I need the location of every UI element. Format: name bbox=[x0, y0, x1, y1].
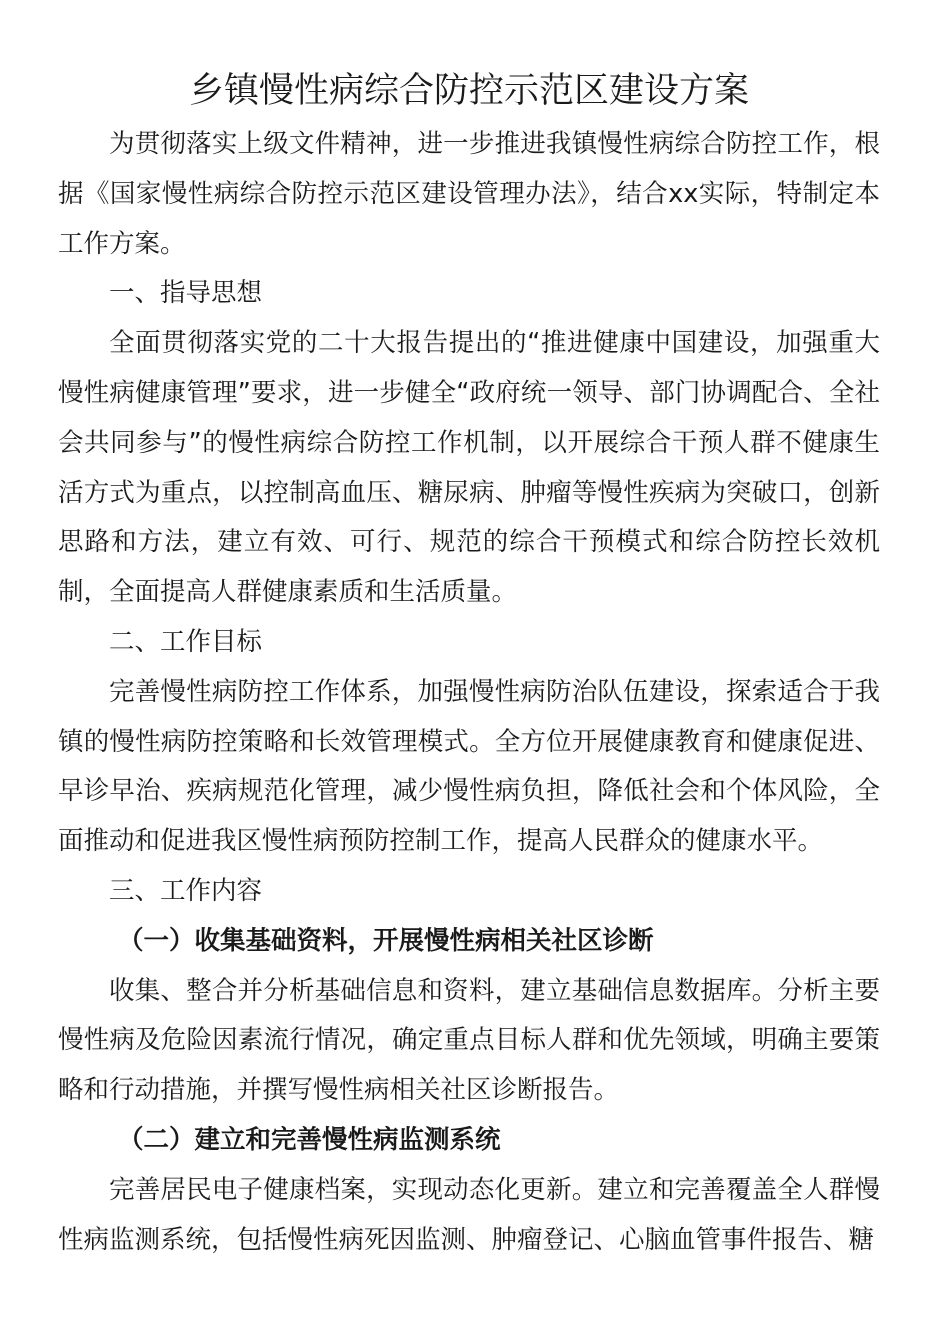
section-body-work-goals: 完善慢性病防控工作体系，加强慢性病防治队伍建设，探索适合于我镇的慢性病防控策略和长效管理模式。全方位开展健康教育和健康促进、早诊早治、疾病规范化管理，减少慢性病负担，降低社会和个体风险，全面推动和促进我区慢性病预防控制工作，提高人民群众的健康水平。 bbox=[58, 676, 880, 857]
section-body-guiding-ideology: 全面贯彻落实党的二十大报告提出的“推进健康中国建设，加强重大慢性病健康管理”要求，进一步健全“政府统一领导、部门协调配合、全社会共同参与”的慢性病综合防控工作机制，以开展综合干预人群不健康生活方式为重点，以控制高血压、糖尿病、肿瘤等慢性疾病为突破口，创新思路和方法，建立有效、可行、规范的综合干预模式和综合防控长效机制，全面提高人群健康素质和生活质量。 bbox=[58, 328, 880, 608]
document-page bbox=[58, 62, 880, 1265]
subsection-body-basic-data: 收集、整合并分析基础信息和资料，建立基础信息数据库。分析主要慢性病及危险因素流行情况，确定重点目标人群和优先领域，明确主要策略和行动措施，并撰写慢性病相关社区诊断报告。 bbox=[58, 975, 880, 1106]
subsection-body-monitoring-system: 完善居民电子健康档案，实现动态化更新。建立和完善覆盖全人群慢性病监测系统，包括慢性病死因监测、肿瘤登记、心脑血管事件报告、糖 bbox=[58, 1174, 880, 1255]
subsection-heading-monitoring-system: （二）建立和完善慢性病监测系统 bbox=[118, 1124, 501, 1155]
section-heading-guiding-ideology: 一、指导思想 bbox=[109, 278, 263, 309]
intro-paragraph: 为贯彻落实上级文件精神，进一步推进我镇慢性病综合防控工作，根据《国家慢性病综合防控示范区建设管理办法》，结合xx实际，特制定本工作方案。 bbox=[58, 129, 880, 259]
section-heading-work-goals: 二、工作目标 bbox=[109, 626, 263, 657]
section-heading-work-content: 三、工作内容 bbox=[109, 875, 263, 906]
document-title: 乡镇慢性病综合防控示范区建设方案 bbox=[188, 71, 749, 111]
subsection-heading-basic-data: （一）收集基础资料，开展慢性病相关社区诊断 bbox=[118, 925, 654, 956]
